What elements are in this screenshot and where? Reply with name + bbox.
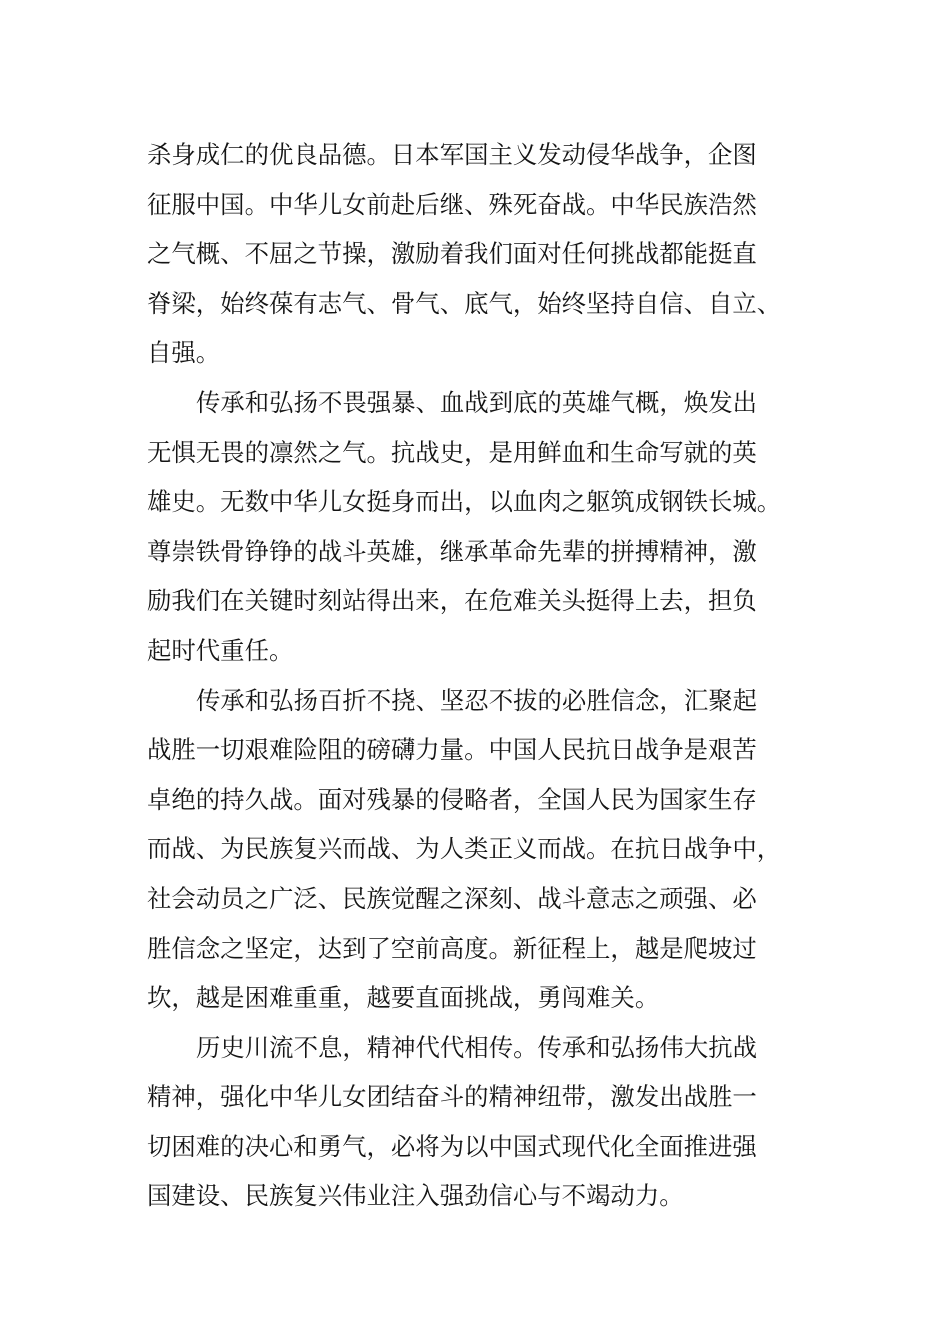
text-line: 战胜一切艰难险阻的磅礴力量。中国人民抗日战争是艰苦 <box>147 735 757 765</box>
text-line: 脊梁，始终葆有志气、骨气、底气，始终坚持自信、自立、 <box>147 288 782 318</box>
paragraph-2 <box>147 378 807 676</box>
text-line: 精神，强化中华儿女团结奋斗的精神纽带，激发出战胜一 <box>147 1082 757 1112</box>
text-line: 起时代重任。 <box>147 635 294 665</box>
text-line: 社会动员之广泛、民族觉醒之深刻、战斗意志之顽强、必 <box>147 883 757 913</box>
text-line: 而战、为民族复兴而战、为人类正义而战。在抗日战争中， <box>147 834 782 864</box>
text-line: 坎，越是困难重重，越要直面挑战，勇闯难关。 <box>147 983 660 1013</box>
text-line: 卓绝的持久战。面对残暴的侵略者，全国人民为国家生存 <box>147 784 757 814</box>
text-line: 切困难的决心和勇气，必将为以中国式现代化全面推进强 <box>147 1131 757 1161</box>
text-line: 征服中国。中华儿女前赴后继、殊死奋战。中华民族浩然 <box>147 189 757 219</box>
text-line: 自强。 <box>147 338 221 368</box>
paragraph-1 <box>147 130 807 378</box>
text-line: 励我们在关键时刻站得出来，在危难关头挺得上去，担负 <box>147 586 757 616</box>
text-line: 无惧无畏的凛然之气。抗战史，是用鲜血和生命写就的英 <box>147 437 757 467</box>
text-line: 尊崇铁骨铮铮的战斗英雄，继承革命先辈的拼搏精神，激 <box>147 536 757 566</box>
text-line: 之气概、不屈之节操，激励着我们面对任何挑战都能挺直 <box>147 239 757 269</box>
text-line: 雄史。无数中华儿女挺身而出，以血肉之躯筑成钢铁长城。 <box>147 487 782 517</box>
paragraph-3 <box>147 676 807 1023</box>
paragraph-4 <box>147 1023 807 1221</box>
text-line: 国建设、民族复兴伟业注入强劲信心与不竭动力。 <box>147 1181 684 1211</box>
text-line: 历史川流不息，精神代代相传。传承和弘扬伟大抗战 <box>196 1032 757 1062</box>
text-line: 传承和弘扬不畏强暴、血战到底的英雄气概，焕发出 <box>196 387 757 417</box>
document-body <box>147 130 807 1221</box>
text-line: 胜信念之坚定，达到了空前高度。新征程上，越是爬坡过 <box>147 933 757 963</box>
text-line: 传承和弘扬百折不挠、坚忍不拔的必胜信念，汇聚起 <box>196 685 757 715</box>
text-line: 杀身成仁的优良品德。日本军国主义发动侵华战争，企图 <box>147 140 757 169</box>
